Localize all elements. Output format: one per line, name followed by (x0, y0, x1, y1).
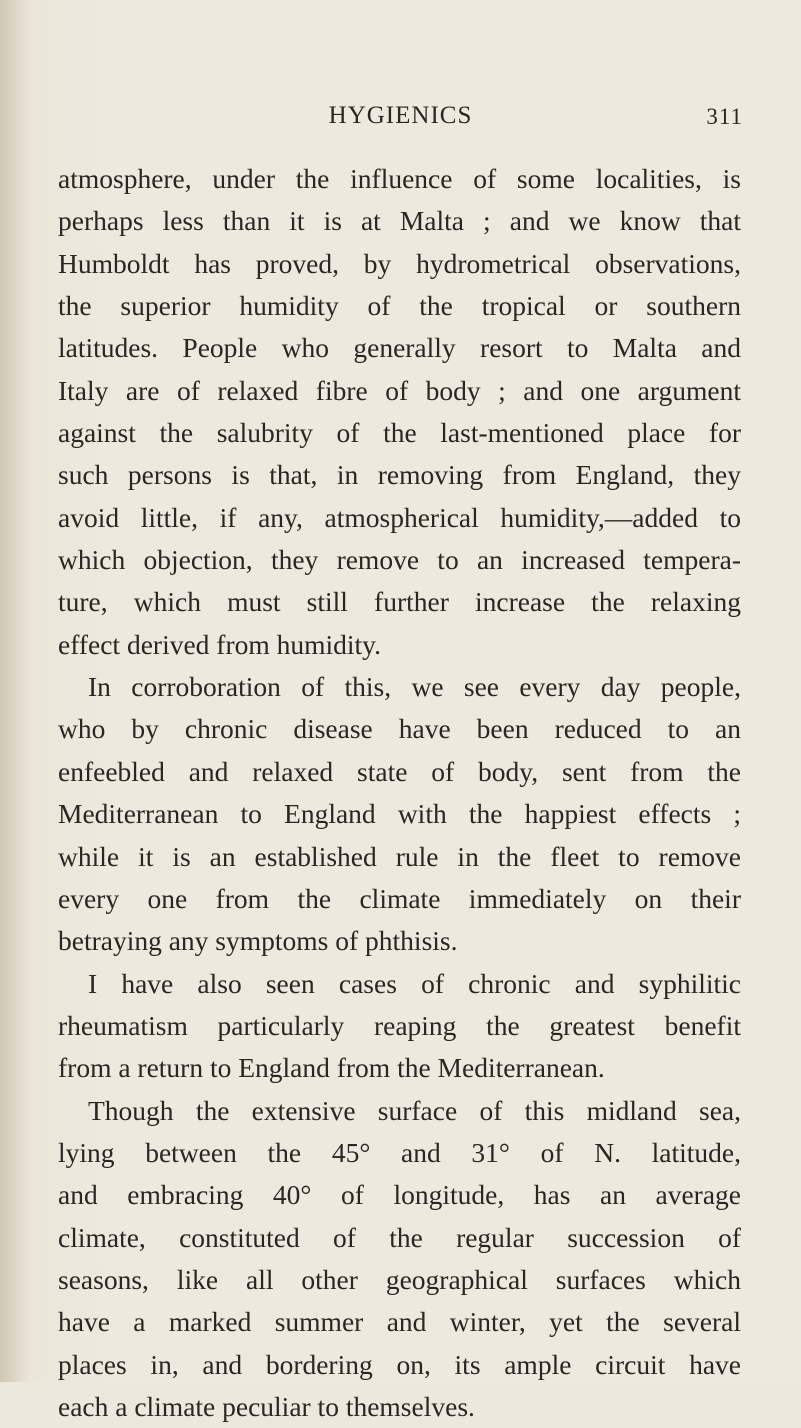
text-line: I have also seen cases of chronic and syphilitic (88, 967, 741, 999)
body-text (58, 158, 741, 1428)
text-line: Humboldt has proved, by hydrometrical observations, (58, 247, 741, 279)
text-line: effect derived from humidity. (58, 628, 382, 660)
text-line: every one from the climate immediately on their (58, 882, 741, 914)
text-line: from a return to England from the Mediterranean. (58, 1052, 605, 1084)
text-line: enfeebled and relaxed state of body, sent from the (58, 755, 741, 787)
text-line: betraying any symptoms of phthisis. (58, 925, 458, 957)
page-number: 311 (706, 104, 743, 129)
text-line: rheumatism particularly reaping the greatest benefit (58, 1009, 741, 1041)
text-line: seasons, like all other geographical surfaces which (58, 1263, 741, 1295)
text-line: against the salubrity of the last-mentioned place for (58, 417, 741, 449)
text-line: while it is an established rule in the fleet to remove (58, 840, 741, 872)
text-line: Though the extensive surface of this midland sea, (88, 1094, 741, 1126)
page-header (0, 102, 801, 142)
text-line: and embracing 40° of longitude, has an average (58, 1179, 741, 1211)
page-edge-shadow (0, 0, 30, 1382)
text-line: Italy are of relaxed fibre of body ; and one argument (58, 374, 741, 406)
text-line: places in, and bordering on, its ample circuit have (58, 1348, 741, 1380)
text-line: lying between the 45° and 31° of N. latitude, (58, 1136, 741, 1168)
text-line: each a climate peculiar to themselves. (58, 1390, 475, 1422)
text-line: who by chronic disease have been reduced to an (58, 713, 741, 745)
text-line: perhaps less than it is at Malta ; and we know that (58, 205, 741, 237)
text-line: ture, which must still further increase the relaxing (58, 586, 741, 618)
text-line: have a marked summer and winter, yet the several (58, 1306, 741, 1338)
text-line: climate, constituted of the regular succession of (58, 1221, 741, 1253)
text-line: atmosphere, under the influence of some localities, is (58, 163, 741, 194)
text-line: avoid little, if any, atmospherical humidity,—added to (58, 501, 741, 533)
text-line: such persons is that, in removing from England, they (58, 459, 741, 491)
text-line: In corroboration of this, we see every day people, (88, 671, 741, 703)
text-line: Mediterranean to England with the happiest effects ; (58, 798, 741, 830)
text-line: the superior humidity of the tropical or southern (58, 290, 741, 322)
text-line: latitudes. People who generally resort to Malta and (58, 332, 741, 364)
text-line: which objection, they remove to an increased tempera- (58, 544, 741, 576)
running-head: HYGIENICS (328, 102, 473, 129)
